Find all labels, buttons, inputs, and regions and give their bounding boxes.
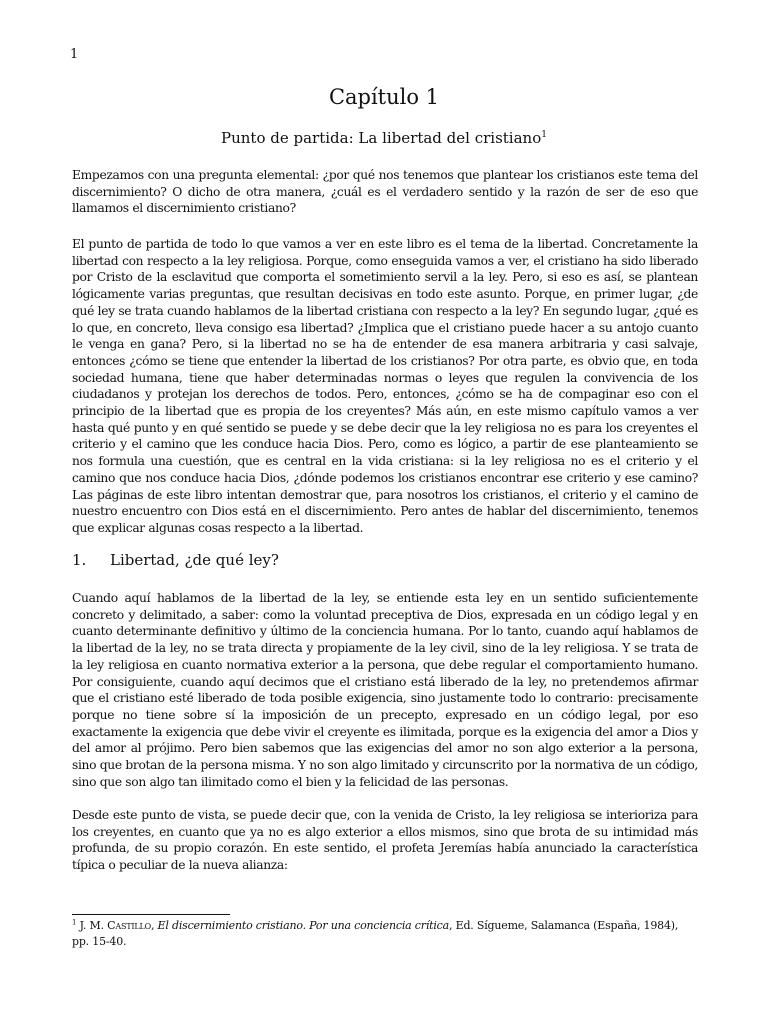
footnote-rule <box>72 914 230 915</box>
footnote: $^1$ J. M. Castillo, El discernimiento cristiano. Por una conciencia crítica, Ed. Sígueme, Salamanca (España, 1984), pp. 15-40. <box>72 918 679 948</box>
section-heading <box>72 551 279 569</box>
footnote-publisher-info: , Ed. Sígueme, Salamanca (España, 1984), pp. 15-40. <box>72 919 679 948</box>
section-number: 1. <box>72 551 87 569</box>
page-number: 1 <box>70 47 79 62</box>
subtitle-text: Punto de partida: La libertad del cristiano <box>221 129 542 147</box>
section-title: Libertad, ¿de qué ley? <box>110 551 279 569</box>
footnote-reference[interactable]: 1 <box>541 130 547 140</box>
footnote-marker: 1 <box>72 918 77 927</box>
footnote-author-surname: Castillo <box>107 919 151 932</box>
chapter-title: Capítulo 1 <box>328 85 440 109</box>
paragraph-intro: Empezamos con una pregunta elemental: ¿por qué nos tenemos que plantear los cristianos este tema del discernimiento? O dicho de otra manera, ¿cuál es el verdadero sentido y la razón de ser de eso que llamamos el discernimiento cristiano? <box>72 168 698 216</box>
chapter-subtitle <box>0 129 768 147</box>
paragraph-interiorized-law: Desde este punto de vista, se puede decir que, con la venida de Cristo, la ley religiosa se interioriza para los creyentes, en cuanto que ya no es algo exterior a ellos mismos, sino que brota de su intimidad más profunda, de su propio corazón. En este sentido, el profeta Jeremías había anunciado la característica típica o peculiar de la nueva alianza: <box>72 808 698 873</box>
footnote-author-initials: J. M. <box>79 919 104 932</box>
paragraph-starting-point: El punto de partida de todo lo que vamos a ver en este libro es el tema de la libertad. Concretamente la libertad con respecto a la ley religiosa. Porque, como enseguida vamos a ver, el cristiano ha sido liberado por Cristo de la esclavitud que comporta el sometimiento servil a la ley. Pero, si eso es así, se plantean lógicamente varias preguntas, que resultan decisivas en todo este asunto. Porque, en primer lugar, ¿de qué ley se trata cuando hablamos de la libertad cristiana con respecto a la ley? En segundo lugar, ¿qué es lo que, en concreto, lleva consigo esa libertad? ¿Implica que el cristiano puede hacer a su antojo cuanto le venga en gana? Pero, si la libertad no se ha de entender de esa manera arbitraria y casi salvaje, entonces ¿cómo se tiene que entender la libertad de los cristianos? Por otra parte, es obvio que, en toda sociedad humana, tiene que haber determinadas normas o leyes que regulen la convivencia de los ciudadanos y protejan los derechos de todos. Pero, entonces, ¿cómo se ha de compaginar eso con el principio de la libertad que es propia de los creyentes? Más aún, en este mismo capítulo vamos a ver hasta qué punto y en qué sentido se puede y se debe decir que la ley religiosa no es para los creyentes el criterio y el camino que les conduce hacia Dios. Pero, como es lógico, a partir de ese planteamiento se nos formula una cuestión, que es central en la vida cristiana: si la ley religiosa no es el criterio y el camino que nos conduce hacia Dios, ¿dónde podemos los cristianos encontrar ese criterio y ese camino? Las páginas de este libro intentan demostrar que, para nosotros los cristianos, el criterio y el camino de nuestro encuentro con Dios está en el discernimiento. Pero antes de hablar del discernimiento, tenemos que explicar algunas cosas respecto a la libertad. <box>72 237 698 535</box>
footnote-book-title: El discernimiento cristiano. Por una conciencia crítica <box>157 919 450 932</box>
paragraph-which-law: Cuando aquí hablamos de la libertad de la ley, se entiende esta ley en un sentido suficientemente concreto y delimitado, a saber: como la voluntad preceptiva de Dios, expresada en un código legal y en cuanto determinante definitivo y último de la conciencia humana. Por lo tanto, cuando aquí hablamos de la libertad de la ley, no se trata directa y propiamente de la ley civil, sino de la ley religiosa. Y se trata de la ley religiosa en cuanto normativa exterior a la persona, que debe regular el comportamiento humano. Por consiguiente, cuando aquí decimos que el cristiano está liberado de la ley, no pretendemos afirmar que el cristiano esté liberado de toda posible exigencia, sino justamente todo lo contrario: precisamente porque no tiene sobre sí la imposición de un precepto, expresado en un código legal, por eso exactamente la exigencia que debe vivir el creyente es ilimitada, porque es la exigencia del amor a Dios y del amor al prójimo. Pero bien sabemos que las exigencias del amor no son algo exterior a la persona, sino que brotan de la persona misma. Y no son algo limitado y circunscrito por la normativa de un código, sino que son algo tan ilimitado como el bien y la felicidad de las personas. <box>72 591 698 789</box>
